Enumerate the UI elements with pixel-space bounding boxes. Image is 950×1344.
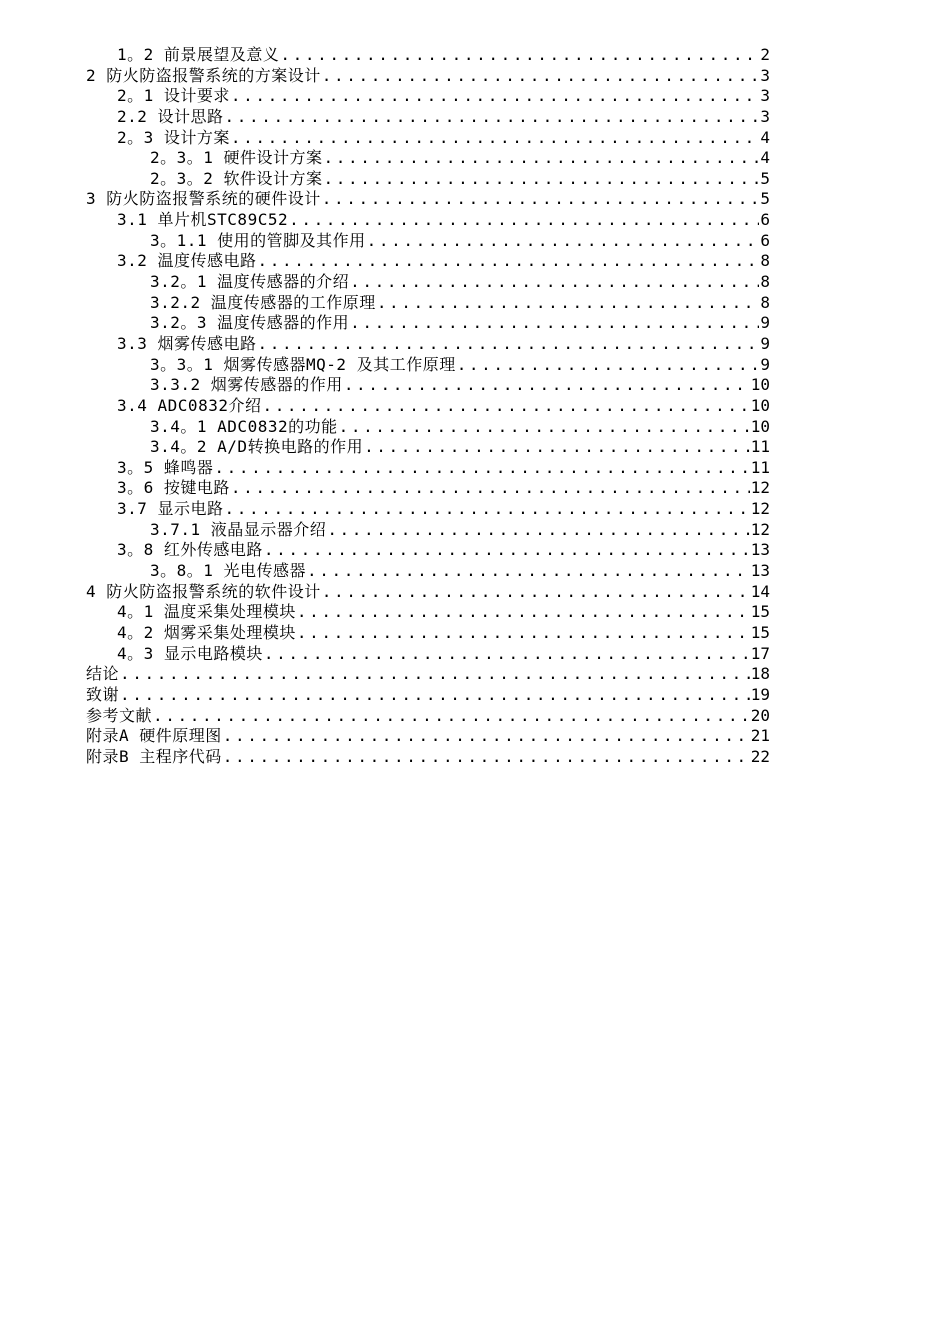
toc-page-number: 5 — [760, 168, 770, 188]
toc-page-number: 3 — [760, 106, 770, 126]
toc-entry-title: 3。5 蜂鸣器 — [117, 457, 214, 477]
toc-entry-title: 3.2 温度传感电路 — [117, 251, 257, 271]
toc-entry[interactable] — [86, 706, 770, 727]
toc-entry-title: 4。3 显示电路模块 — [117, 643, 263, 663]
toc-entry-title: 3。8。1 光电传感器 — [150, 561, 307, 581]
toc-page-number: 10 — [750, 375, 770, 395]
toc-entry-title: 2。1 设计要求 — [117, 86, 230, 106]
toc-dot-leader — [297, 602, 750, 623]
toc-entry[interactable] — [86, 582, 770, 603]
toc-page-number: 15 — [750, 622, 770, 642]
toc-entry[interactable] — [86, 210, 770, 231]
toc-entry-title: 2。3 设计方案 — [117, 127, 230, 147]
toc-page-number: 5 — [760, 189, 770, 209]
toc-entry[interactable] — [86, 86, 770, 107]
toc-page-number: 12 — [750, 519, 770, 539]
toc-entry-title: 3.2。1 温度传感器的介绍 — [150, 272, 350, 292]
toc-entry[interactable] — [86, 437, 770, 458]
toc-dot-leader — [322, 66, 760, 87]
toc-page-number: 4 — [760, 148, 770, 168]
toc-entry-title: 4。1 温度采集处理模块 — [117, 602, 296, 622]
toc-dot-leader — [324, 148, 760, 169]
toc-entry-title: 4。2 烟雾采集处理模块 — [117, 622, 296, 642]
toc-dot-leader — [339, 417, 750, 438]
toc-dot-leader — [280, 45, 759, 66]
toc-dot-leader — [324, 169, 760, 190]
toc-entry-title: 结论 — [86, 664, 120, 684]
toc-dot-leader — [223, 726, 750, 747]
toc-entry-title: 1。2 前景展望及意义 — [117, 45, 280, 64]
toc-entry[interactable] — [86, 540, 770, 561]
toc-dot-leader — [307, 561, 750, 582]
toc-entry[interactable] — [86, 251, 770, 272]
toc-page-number: 15 — [750, 602, 770, 622]
toc-entry-title: 3.4 ADC0832介绍 — [117, 395, 262, 415]
table-of-contents — [86, 45, 770, 767]
toc-dot-leader — [231, 478, 750, 499]
toc-dot-leader — [214, 458, 749, 479]
toc-entry[interactable] — [86, 313, 770, 334]
toc-dot-leader — [225, 499, 750, 520]
toc-entry[interactable] — [86, 375, 770, 396]
toc-page-number: 11 — [750, 457, 770, 477]
toc-entry[interactable] — [86, 189, 770, 210]
toc-entry-title: 3。8 红外传感电路 — [117, 540, 263, 560]
toc-dot-leader — [231, 86, 759, 107]
toc-dot-leader — [377, 293, 760, 314]
toc-dot-leader — [258, 251, 760, 272]
toc-page-number: 2 — [760, 45, 770, 64]
toc-entry-title: 3.7.1 液晶显示器介绍 — [150, 519, 327, 539]
toc-entry-title: 3.4。1 ADC0832的功能 — [150, 416, 338, 436]
toc-page-number: 4 — [760, 127, 770, 147]
toc-dot-leader — [120, 685, 750, 706]
toc-dot-leader — [258, 334, 760, 355]
toc-entry-title: 3。3。1 烟雾传感器MQ-2 及其工作原理 — [150, 354, 456, 374]
toc-entry-title: 2 防火防盗报警系统的方案设计 — [86, 65, 321, 85]
toc-entry[interactable] — [86, 417, 770, 438]
toc-entry[interactable] — [86, 355, 770, 376]
toc-page-number: 9 — [760, 313, 770, 333]
toc-entry[interactable] — [86, 458, 770, 479]
toc-entry-title: 参考文献 — [86, 705, 153, 725]
toc-page-number: 13 — [750, 561, 770, 581]
toc-entry[interactable] — [86, 520, 770, 541]
toc-entry[interactable] — [86, 396, 770, 417]
toc-entry[interactable] — [86, 45, 770, 66]
toc-page-number: 10 — [750, 416, 770, 436]
toc-entry-title: 2。3。1 硬件设计方案 — [150, 148, 323, 168]
toc-entry-title: 3.3.2 烟雾传感器的作用 — [150, 375, 343, 395]
toc-page-number: 19 — [750, 684, 770, 704]
toc-page-number: 3 — [760, 86, 770, 106]
toc-dot-leader — [264, 540, 750, 561]
toc-dot-leader — [367, 231, 760, 252]
toc-entry-title: 附录B 主程序代码 — [86, 746, 222, 766]
toc-dot-leader — [350, 272, 759, 293]
toc-entry-title: 致谢 — [86, 684, 120, 704]
toc-entry[interactable] — [86, 148, 770, 169]
toc-page-number: 18 — [750, 664, 770, 684]
toc-entry[interactable] — [86, 726, 770, 747]
toc-entry[interactable] — [86, 602, 770, 623]
toc-page-number: 8 — [760, 251, 770, 271]
toc-dot-leader — [457, 355, 760, 376]
toc-entry[interactable] — [86, 561, 770, 582]
toc-page-number: 11 — [750, 437, 770, 457]
toc-entry-title: 3。1.1 使用的管脚及其作用 — [150, 230, 366, 250]
toc-entry[interactable] — [86, 107, 770, 128]
toc-dot-leader — [262, 396, 749, 417]
toc-page-number: 13 — [750, 540, 770, 560]
toc-dot-leader — [153, 706, 750, 727]
toc-page-number: 6 — [760, 210, 770, 230]
toc-dot-leader — [231, 128, 759, 149]
toc-dot-leader — [350, 313, 759, 334]
toc-page-number: 6 — [760, 230, 770, 250]
toc-entry[interactable] — [86, 664, 770, 685]
toc-page-number: 21 — [750, 726, 770, 746]
toc-dot-leader — [264, 644, 750, 665]
toc-page-number: 12 — [750, 499, 770, 519]
toc-entry-title: 3.4。2 A/D转换电路的作用 — [150, 437, 364, 457]
toc-entry[interactable] — [86, 478, 770, 499]
toc-page-number: 12 — [750, 478, 770, 498]
toc-page-number: 9 — [760, 354, 770, 374]
toc-page-number: 22 — [750, 746, 770, 766]
toc-page-number: 10 — [750, 395, 770, 415]
toc-entry[interactable] — [86, 685, 770, 706]
toc-dot-leader — [322, 582, 750, 603]
toc-dot-leader — [327, 520, 749, 541]
toc-entry[interactable] — [86, 272, 770, 293]
toc-entry-title: 2。3。2 软件设计方案 — [150, 168, 323, 188]
toc-entry-title: 3.3 烟雾传感电路 — [117, 333, 257, 353]
toc-entry[interactable] — [86, 66, 770, 87]
toc-entry-title: 4 防火防盗报警系统的软件设计 — [86, 581, 321, 601]
toc-page-number: 3 — [760, 65, 770, 85]
toc-entry-title: 3。6 按键电路 — [117, 478, 230, 498]
toc-entry-title: 3.1 单片机STC89C52 — [117, 210, 289, 230]
toc-entry-title: 2.2 设计思路 — [117, 106, 224, 126]
toc-entry[interactable] — [86, 169, 770, 190]
toc-dot-leader — [364, 437, 750, 458]
toc-dot-leader — [120, 664, 750, 685]
toc-entry[interactable] — [86, 747, 770, 768]
toc-entry-title: 3 防火防盗报警系统的硬件设计 — [86, 189, 321, 209]
toc-dot-leader — [297, 623, 750, 644]
toc-dot-leader — [225, 107, 760, 128]
toc-entry[interactable] — [86, 293, 770, 314]
toc-page-number: 8 — [760, 272, 770, 292]
toc-dot-leader — [344, 375, 750, 396]
toc-entry-title: 3.7 显示电路 — [117, 499, 224, 519]
toc-dot-leader — [322, 189, 760, 210]
toc-page-number: 14 — [750, 581, 770, 601]
toc-entry-title: 3.2.2 温度传感器的工作原理 — [150, 292, 376, 312]
toc-entry[interactable] — [86, 623, 770, 644]
toc-entry[interactable] — [86, 334, 770, 355]
toc-page-number: 9 — [760, 333, 770, 353]
toc-page-number: 8 — [760, 292, 770, 312]
toc-entry-title: 3.2。3 温度传感器的作用 — [150, 313, 350, 333]
toc-page-number: 20 — [750, 705, 770, 725]
toc-entry-title: 附录A 硬件原理图 — [86, 726, 222, 746]
toc-entry[interactable] — [86, 499, 770, 520]
toc-page-number: 17 — [750, 643, 770, 663]
toc-entry[interactable] — [86, 644, 770, 665]
toc-entry[interactable] — [86, 128, 770, 149]
toc-entry[interactable] — [86, 231, 770, 252]
toc-dot-leader — [223, 747, 750, 768]
toc-dot-leader — [289, 210, 759, 231]
